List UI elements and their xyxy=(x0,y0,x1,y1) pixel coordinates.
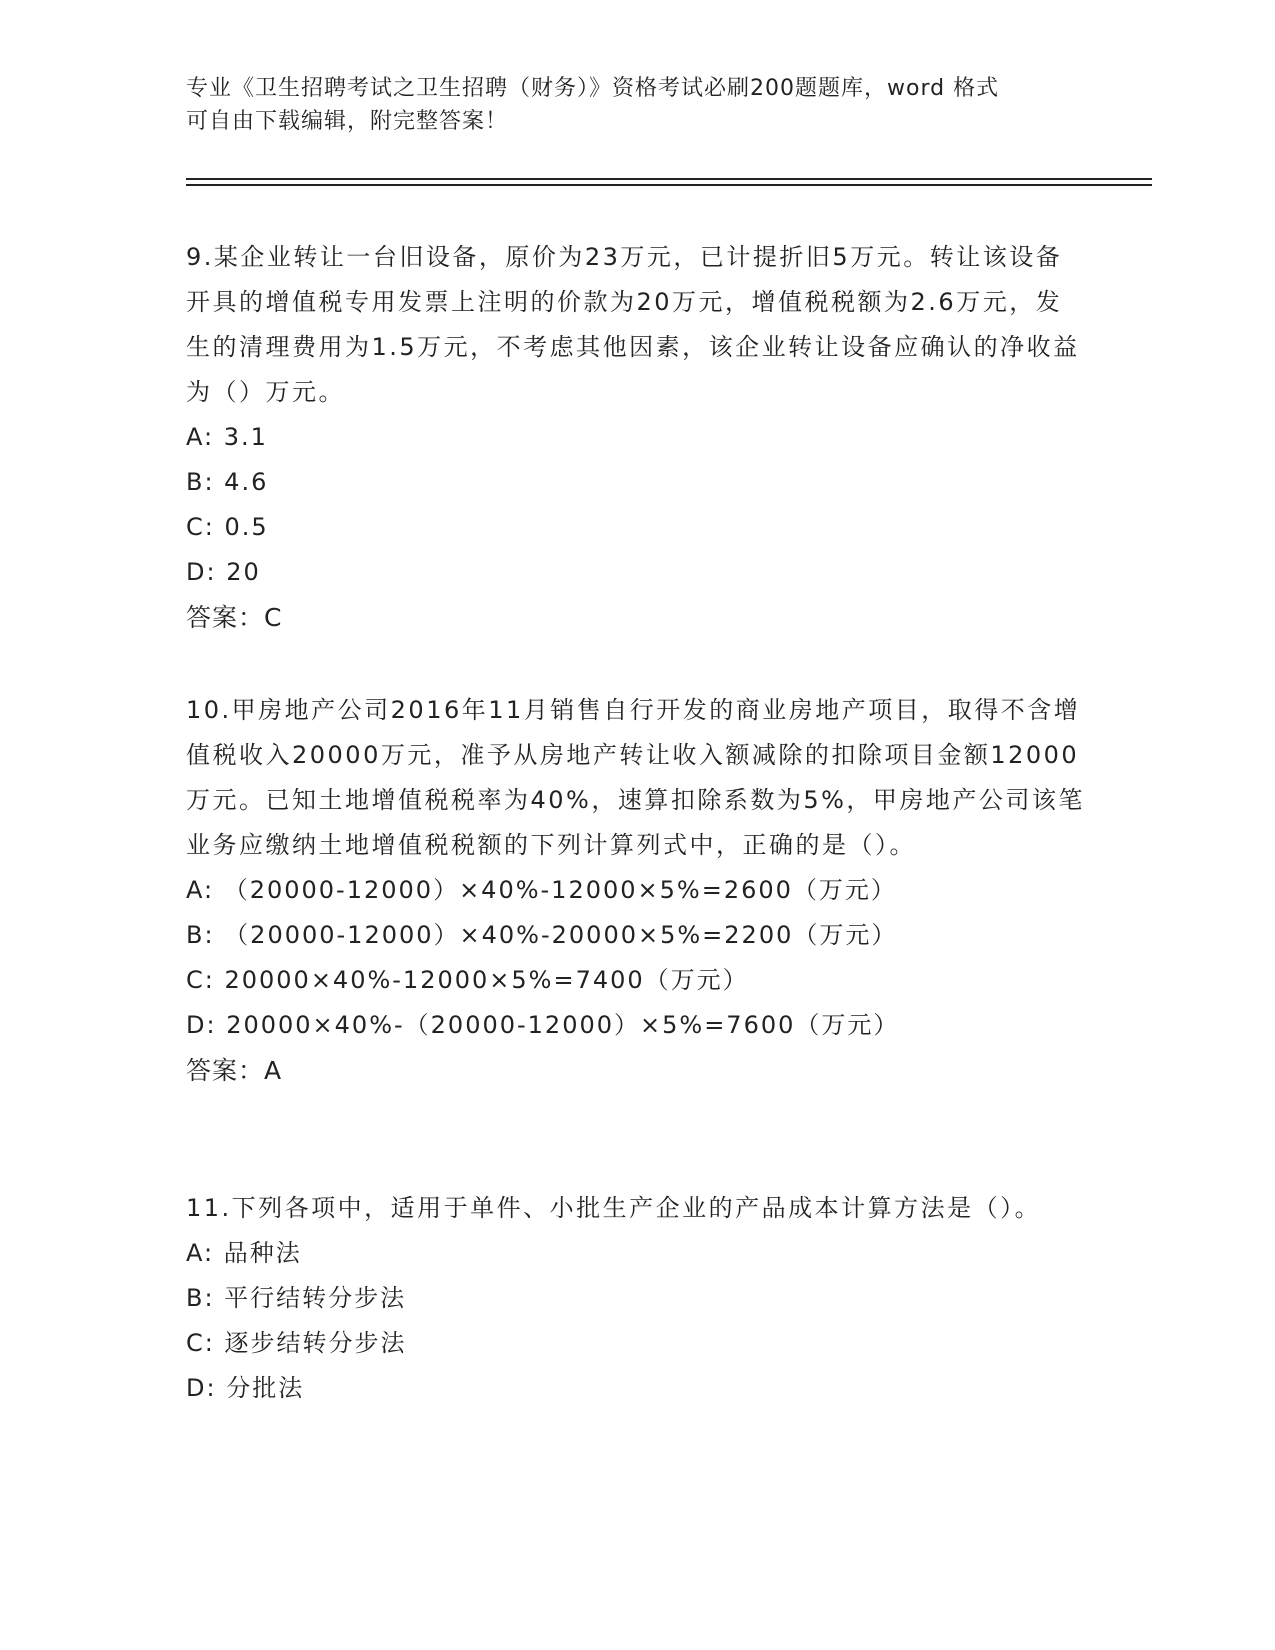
answer: 答案：A xyxy=(186,1056,283,1085)
question-10 xyxy=(186,688,1086,1093)
question-9 xyxy=(186,235,1086,640)
option-d: D: 20 xyxy=(186,558,261,586)
question-11 xyxy=(186,1186,1086,1411)
question-stem: 11.下列各项中，适用于单件、小批生产企业的产品成本计算方法是（）。 xyxy=(186,1194,1042,1222)
header-line-2: 可自由下载编辑，附完整答案！ xyxy=(186,109,509,134)
option-b: B: 平行结转分步法 xyxy=(186,1284,407,1312)
header-divider-bottom xyxy=(186,184,1152,186)
document-header xyxy=(186,72,1086,138)
header-line-1: 专业《卫生招聘考试之卫生招聘（财务）》资格考试必刷200题题库，word 格式 xyxy=(186,76,1000,101)
option-a: A: 3.1 xyxy=(186,423,268,451)
answer: 答案：C xyxy=(186,603,283,632)
header-divider-top xyxy=(186,178,1152,180)
option-c: C: 20000×40%-12000×5%=7400（万元） xyxy=(186,966,749,994)
option-b: B: （20000-12000）×40%-20000×5%=2200（万元） xyxy=(186,921,898,949)
option-c: C: 0.5 xyxy=(186,513,269,541)
option-a: A: （20000-12000）×40%-12000×5%=2600（万元） xyxy=(186,876,897,904)
option-b: B: 4.6 xyxy=(186,468,269,496)
option-a: A: 品种法 xyxy=(186,1239,302,1267)
option-d: D: 20000×40%-（20000-12000）×5%=7600（万元） xyxy=(186,1011,900,1039)
option-c: C: 逐步结转分步法 xyxy=(186,1329,407,1357)
option-d: D: 分批法 xyxy=(186,1374,305,1402)
question-stem: 9.某企业转让一台旧设备，原价为23万元，已计提折旧5万元。转让该设备开具的增值税专用发票上注明的价款为20万元，增值税税额为2.6万元，发生的清理费用为1.5万元，不考虑其他因素，该企业转让设备应确认的净收益为（）万元。 xyxy=(186,243,1080,406)
question-stem: 10.甲房地产公司2016年11月销售自行开发的商业房地产项目，取得不含增值税收入20000万元，准予从房地产转让收入额减除的扣除项目金额12000万元。已知土地增值税税率为40%，速算扣除系数为5%，甲房地产公司该笔业务应缴纳土地增值税税额的下列计算列式中，正确的是（）。 xyxy=(186,696,1085,859)
